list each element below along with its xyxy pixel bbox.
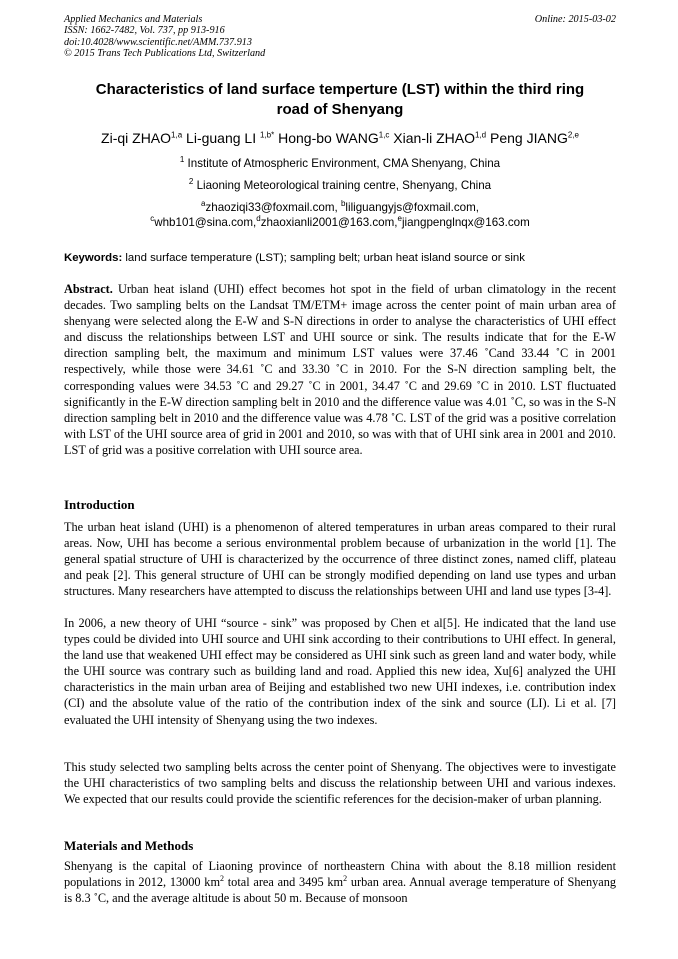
author-name: Li-guang LI bbox=[182, 130, 260, 146]
page-header bbox=[64, 14, 616, 60]
email-line-1 bbox=[40, 200, 640, 215]
journal-name: Applied Mechanics and Materials bbox=[64, 14, 203, 25]
keywords-label: Keywords: bbox=[64, 252, 123, 264]
introduction-paragraph-3: This study selected two sampling belts across the center point of Shenyang. The objectives were to investigate the UHI characteristics of two sampling belts and discuss the relationship between UHI and various indexes. We expected that our results could provide the scientific references for the decision-maker of urban planning. bbox=[64, 760, 616, 807]
abstract-text: Urban heat island (UHI) effect becomes hot spot in the field of urban climatology in the recent decades. Two sampling belts on the Landsat TM/ETM+ image across the center point of main urban area of shenyang were selected along the E-W and S-N directions in order to analyse the characteristics of UHI effect and discuss the relationships between LST and UHI source or sink. The results indicate that for the E-W direction sampling belt, the maximum and minimum LST values were 37.46 ˚Cand 33.44 ˚C in 2001 respectively, while those were 34.61 ˚C and 33.30 ˚C in 2010. For the S-N direction sampling belt, the corresponding values were 34.53 ˚C and 29.27 ˚C in 2001, 34.47 ˚C and 29.69 ˚C in 2010. LST fluctuated significantly in the E-W direction sampling belt in 2010 and the difference value was 4.01 ˚C, so was in the S-N direction sampling belt in 2010 and the difference value was 4.78 ˚C. LST of the grid was a positive correlation with LST of the UHI source area of grid in 2001 and 2010, so was with that of UHI sink area in 2001 and 2010. LST of grid was a positive correlation with UHI source area. bbox=[64, 282, 616, 457]
keywords-text: land surface temperature (LST); sampling belt; urban heat island source or sink bbox=[122, 252, 525, 264]
affiliation-text: Institute of Atmospheric Environment, CMA Shenyang, China bbox=[184, 157, 501, 170]
superscript-2: 2 bbox=[220, 874, 225, 883]
doi-line: doi:10.4028/www.scientific.net/AMM.737.913 bbox=[64, 36, 252, 48]
email-link[interactable]: jiangpenglnqx@163.com bbox=[401, 216, 530, 229]
author-name: Hong-bo WANG bbox=[274, 130, 379, 146]
methods-text: Shenyang is the capital of Liaoning province of northeastern China with about the 8.18 million resident populations in 2012, 13000 km bbox=[64, 859, 616, 890]
abstract-paragraph bbox=[64, 281, 616, 458]
introduction-paragraph-1: The urban heat island (UHI) is a phenomenon of altered temperatures in urban areas compared to their rural areas. Now, UHI has become a serious environmental problem because of urbanization in the world [1]. The general spatial structure of UHI is characterized by the occurrence of three distinct zones, named cliff, plateau and peak [2]. This general structure of UHI can be strongly modified depending on land use types and urban structures. Many researchers have attempted to discuss the relationships between UHI and land use types [3-4]. bbox=[64, 520, 616, 599]
affiliation-2 bbox=[64, 179, 616, 193]
superscript-2: 2 bbox=[343, 874, 348, 883]
abstract-label: Abstract. bbox=[64, 282, 113, 296]
introduction-heading: Introduction bbox=[64, 497, 135, 512]
email-mark: a bbox=[201, 199, 206, 209]
online-date: Online: 2015-03-02 bbox=[534, 14, 616, 25]
title-line-2: road of Shenyang bbox=[276, 101, 404, 118]
affiliation-mark: 1 bbox=[179, 155, 185, 165]
email-mark: b bbox=[340, 199, 346, 209]
email-mark: c bbox=[150, 214, 155, 224]
author-name: Xian-li ZHAO bbox=[389, 130, 475, 146]
methods-heading: Materials and Methods bbox=[64, 838, 194, 853]
author-name: Peng JIANG bbox=[486, 130, 568, 146]
keywords-line bbox=[64, 251, 624, 265]
introduction-paragraph-2: In 2006, a new theory of UHI “source - sink” was proposed by Chen et al[5]. He indicated that the land use types could be divided into UHI source and UHI sink according to their contributions to UHI effect. In general, the land use that weakened UHI effect may be considered as UHI sink such as green land and water body, while the UHI source was contrary such as building land and road. Applied this new idea, Xu[6] analyzed the UHI characteristics in the main urban area of Beijing and established two new UHI indexes, i.e. contribution index (CI) and the absolute value of the ratio of the contribution index of the sink and source (LI). Li et al. [7] evaluated the UHI intensity of Shenyang using the two indexes. bbox=[64, 616, 616, 727]
email-link[interactable]: zhaoxianli2001@163.com, bbox=[260, 216, 398, 229]
issn-line: ISSN: 1662-7482, Vol. 737, pp 913-916 bbox=[64, 25, 225, 37]
email-line-2 bbox=[40, 215, 640, 230]
affiliation-text: Liaoning Meteorological training centre, Shenyang, China bbox=[193, 179, 492, 192]
author-affiliation-mark: 1,a bbox=[171, 130, 183, 140]
copyright-line: © 2015 Trans Tech Publications Ltd, Switzerland bbox=[64, 48, 266, 60]
title-line-1: Characteristics of land surface temperture (LST) within the third ring bbox=[95, 81, 585, 98]
author-affiliation-mark: 1,b* bbox=[260, 130, 275, 140]
affiliation-1 bbox=[64, 157, 616, 171]
author-name: Zi-qi ZHAO bbox=[101, 130, 172, 146]
email-mark: e bbox=[397, 214, 402, 224]
paper-title bbox=[64, 80, 616, 120]
methods-text: total area and 3495 km bbox=[224, 875, 344, 890]
email-link[interactable]: whb101@sina.com, bbox=[154, 216, 257, 229]
email-link[interactable]: zhaoziqi33@foxmail.com, bbox=[205, 201, 341, 214]
email-link[interactable]: liliguangyjs@foxmail.com, bbox=[345, 201, 479, 214]
author-affiliation-mark: 1,c bbox=[378, 130, 390, 140]
author-list bbox=[40, 129, 640, 147]
author-affiliation-mark: 1,d bbox=[475, 130, 487, 140]
methods-text: urban area. Annual average temperature of Shenyang is 8.3 ˚C, and the average altitude is about 50 m. Because of monsoon bbox=[64, 875, 617, 906]
methods-paragraph-1 bbox=[64, 858, 616, 906]
affiliation-mark: 2 bbox=[188, 177, 194, 187]
author-affiliation-mark: 2,e bbox=[567, 130, 579, 140]
email-mark: d bbox=[256, 214, 261, 224]
